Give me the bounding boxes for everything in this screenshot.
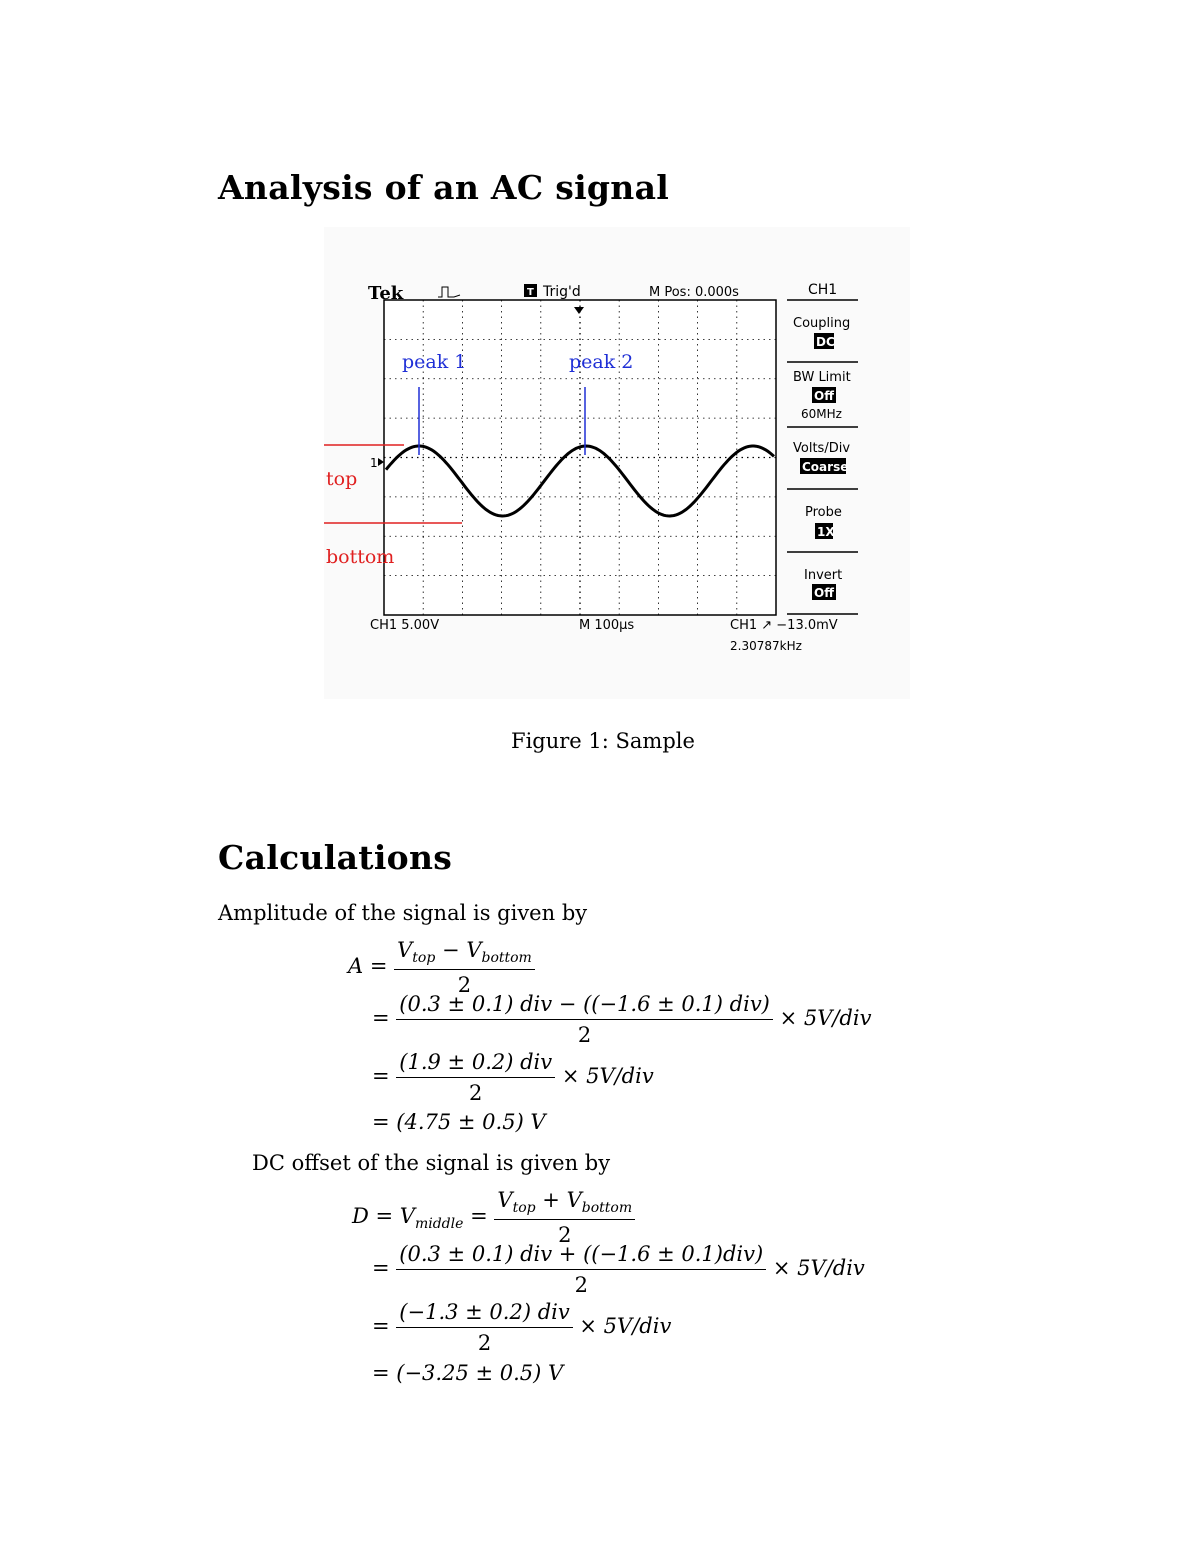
- invert-value: Off: [814, 586, 834, 600]
- scope-brand: Tek: [368, 283, 404, 304]
- amp-frac1: $\frac{V_{top} - V_{bottom}}{2}$: [394, 938, 535, 997]
- amp-eq-line2: = $\frac{\text{(0.3 ± 0.1) div − ((−1.6 ± 0.1) div)}}{2}$ × 5V/div: [372, 992, 872, 1047]
- time-scale: M 100µs: [579, 618, 635, 633]
- ch1-marker: 1: [370, 456, 378, 470]
- frequency-readout: 2.30787kHz: [730, 639, 802, 653]
- section-title-analysis: Analysis of an AC signal: [218, 168, 670, 207]
- amp-eq-result: = (4.75 ± 0.5) V: [372, 1110, 546, 1134]
- acquire-icon: [438, 287, 460, 297]
- probe-label: Probe: [805, 505, 842, 520]
- dc-eq-line3: = $\frac{\text{(−1.3 ± 0.2) div}}{2}$ × 5V/div: [372, 1300, 672, 1355]
- dc-offset-intro: DC offset of the signal is given by: [252, 1151, 611, 1175]
- ch1-scale: CH1 5.00V: [370, 618, 440, 633]
- bottom-label: bottom: [326, 546, 395, 568]
- bw-limit-freq: 60MHz: [801, 407, 842, 421]
- peak2-label: peak 2: [569, 351, 634, 373]
- amp-lhs: A =: [348, 954, 388, 978]
- svg-text:T: T: [527, 287, 534, 298]
- amplitude-intro: Amplitude of the signal is given by: [218, 901, 588, 925]
- dc-eq-line2: = $\frac{\text{(0.3 ± 0.1) div + ((−1.6 ± 0.1)div)}}{2}$ × 5V/div: [372, 1242, 865, 1297]
- trigger-level: CH1 ↗ −13.0mV: [730, 618, 838, 633]
- top-label: top: [326, 468, 358, 490]
- invert-label: Invert: [804, 568, 843, 583]
- peak1-label: peak 1: [402, 351, 467, 373]
- amp-eq-line1: [348, 938, 535, 997]
- oscilloscope-svg: [324, 227, 910, 699]
- bw-limit-value: Off: [814, 389, 834, 403]
- coupling-value: DC: [816, 335, 835, 349]
- amp-eq-line3: = $\frac{\text{(1.9 ± 0.2) div}}{2}$ × 5V/div: [372, 1050, 654, 1105]
- dc-eq-result: = (−3.25 ± 0.5) V: [372, 1361, 564, 1385]
- oscilloscope-figure: [324, 227, 910, 699]
- coupling-label: Coupling: [793, 316, 851, 331]
- trigger-status: Trig'd: [543, 284, 581, 300]
- dc-eq-line1: $D = V_{middle}$ = $\frac{V_{top} + V_{bottom}}{2}$: [352, 1188, 635, 1247]
- bw-limit-label: BW Limit: [793, 370, 851, 385]
- figure-caption: Figure 1: Sample: [511, 729, 695, 753]
- volts-div-label: Volts/Div: [793, 441, 851, 456]
- probe-value: 1X: [817, 525, 835, 539]
- m-pos: M Pos: 0.000s: [649, 285, 739, 300]
- menu-ch1: CH1: [808, 282, 838, 298]
- volts-div-value: Coarse: [802, 460, 849, 474]
- section-title-calculations: Calculations: [218, 838, 453, 877]
- ch1-marker-icon: [378, 458, 384, 466]
